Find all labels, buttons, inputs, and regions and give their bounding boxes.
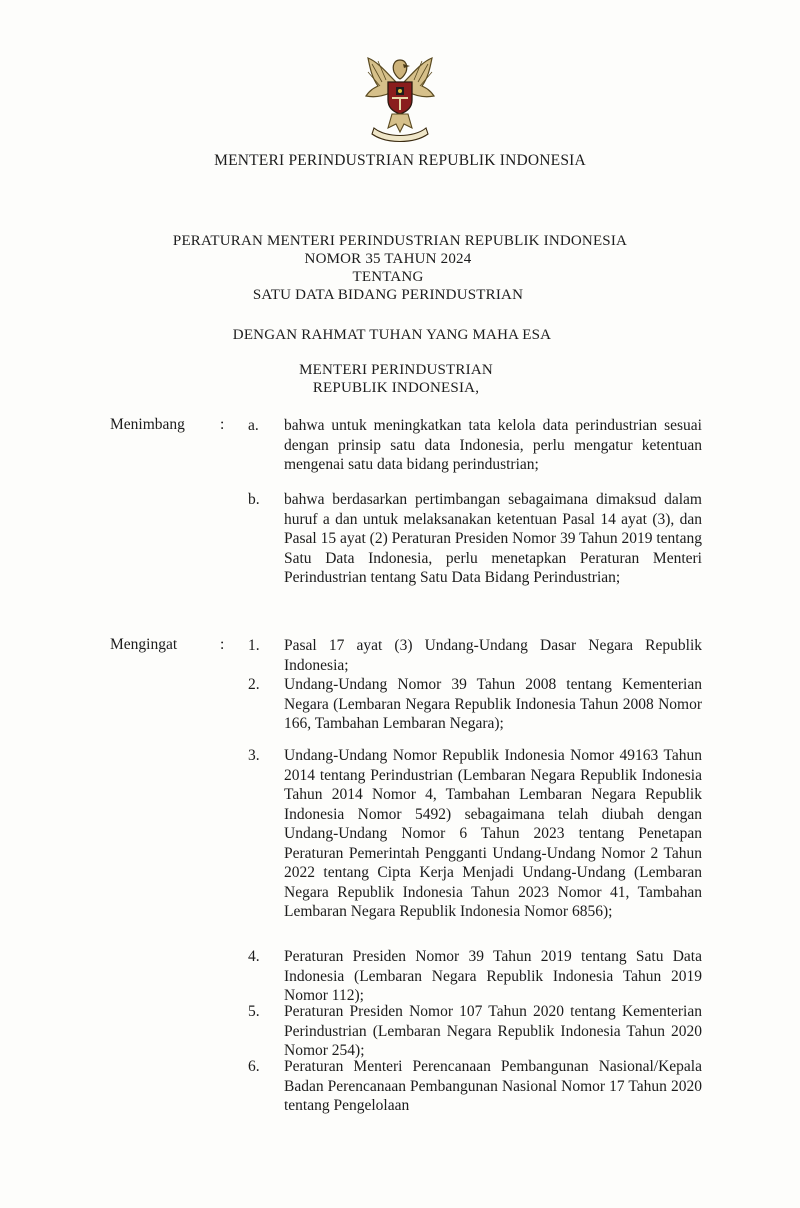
regulation-subject: SATU DATA BIDANG PERINDUSTRIAN (252, 287, 524, 303)
mengingat-item-4 (248, 947, 702, 1007)
mengingat-item-5 (248, 1002, 702, 1062)
mengingat-item-2 (248, 675, 702, 755)
item-marker: 5. (248, 1003, 260, 1020)
item-marker: a. (248, 417, 259, 434)
item-marker: 1. (248, 637, 260, 654)
item-marker: 4. (248, 948, 260, 965)
item-text: Pasal 17 ayat (3) Undang-Undang Dasar Negara Republik Indonesia; (284, 637, 702, 674)
item-marker: 3. (248, 747, 260, 764)
item-text: Peraturan Presiden Nomor 39 Tahun 2019 tentang Satu Data Indonesia (Lembaran Negara Republik Indonesia Tahun 2019 Nomor 112); (284, 948, 702, 1004)
item-marker: 6. (248, 1058, 260, 1075)
signatory-line-2: REPUBLIK INDONESIA, (312, 380, 480, 396)
mengingat-item-3 (248, 746, 702, 951)
menimbang-item-b (248, 490, 702, 620)
signatory-line-1: MENTERI PERINDUSTRIAN (299, 362, 493, 378)
item-marker: 2. (248, 676, 260, 693)
preamble-phrase: DENGAN RAHMAT TUHAN YANG MAHA ESA (232, 327, 552, 343)
mengingat-item-1 (248, 636, 702, 676)
item-text: Undang-Undang Nomor 39 Tahun 2008 tentang Kementerian Negara (Lembaran Negara Republik Indonesia Tahun 2008 Nomor 166, Tambahan Lembaran Negara); (284, 676, 702, 732)
item-marker: b. (248, 491, 260, 508)
mengingat-label: Mengingat (110, 636, 178, 653)
item-text: Peraturan Presiden Nomor 107 Tahun 2020 tentang Kementerian Perindustrian (Lembaran Negara Republik Indonesia Tahun 2020 Nomor 254); (284, 1003, 702, 1059)
menimbang-colon: : (220, 416, 225, 433)
item-text: Peraturan Menteri Perencanaan Pembangunan Nasional/Kepala Badan Perencanaan Pembangunan Nasional Nomor 17 Tahun 2020 tentang Pengelolaan (284, 1058, 702, 1114)
garuda-emblem-icon (356, 52, 444, 144)
item-text: bahwa berdasarkan pertimbangan sebagaimana dimaksud dalam huruf a dan untuk melaksanakan ketentuan Pasal 14 ayat (3), dan Pasal 15 ayat (2) Peraturan Presiden Nomor 39 Tahun 2019 tentang Satu Data Indonesia, perlu menetapkan Peraturan Menteri Perindustrian tentang Satu Data Bidang Perindustrian; (284, 491, 702, 586)
menimbang-label: Menimbang (110, 416, 185, 433)
menimbang-item-a (248, 416, 702, 496)
regulation-about: TENTANG (352, 269, 424, 285)
mengingat-colon: : (220, 636, 225, 653)
regulation-number: NOMOR 35 TAHUN 2024 (304, 251, 472, 267)
mengingat-item-6 (248, 1057, 702, 1117)
item-text: bahwa untuk meningkatkan tata kelola data perindustrian sesuai dengan prinsip satu data Indonesia, perlu mengatur ketentuan mengenai satu data bidang perindustrian; (284, 417, 702, 473)
regulation-title: PERATURAN MENTERI PERINDUSTRIAN REPUBLIK INDONESIA (172, 233, 628, 249)
item-text: Undang-Undang Nomor Republik Indonesia Nomor 49163 Tahun 2014 tentang Perindustrian (Lembaran Negara Republik Indonesia Tahun 2014 Nomor 4, Tambahan Lembaran Negara Republik Indonesia Nomor 5492) sebagaimana telah diubah dengan Undang-Undang Nomor 6 Tahun 2023 tentang Penetapan Peraturan Pemerintah Pengganti Undang-Undang Nomor 2 Tahun 2022 tentang Cipta Kerja Menjadi Undang-Undang (Lembaran Negara Republik Indonesia Tahun 2023 Nomor 41, Tambahan Lembaran Negara Republik Indonesia Nomor 6856); (284, 747, 702, 920)
ministry-title: MENTERI PERINDUSTRIAN REPUBLIK INDONESIA (214, 152, 586, 169)
